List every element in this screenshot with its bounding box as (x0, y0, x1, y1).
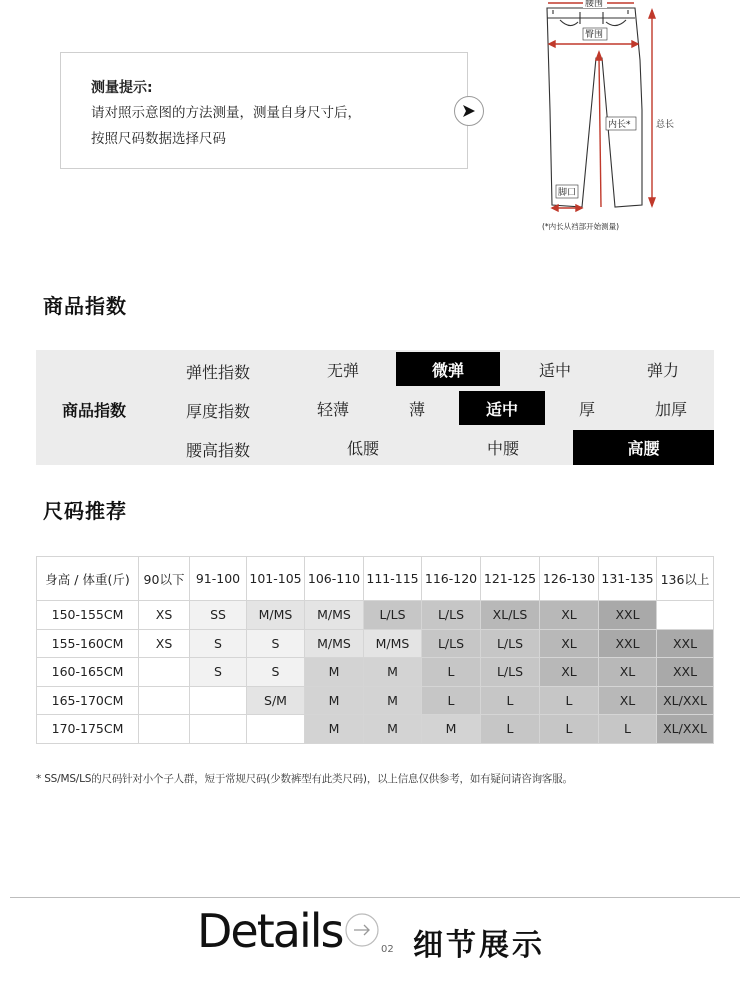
size-cell: L/LS (422, 601, 481, 630)
thickness-option-light: 轻薄 (316, 399, 349, 419)
waist-option-mid: 中腰 (486, 438, 519, 458)
thickness-option-thin: 薄 (408, 399, 425, 419)
size-cell: L (422, 686, 481, 715)
size-cell: XXL (599, 629, 657, 658)
size-cell (657, 601, 714, 630)
size-cell: L/LS (364, 601, 422, 630)
measure-tip-line-2: 按照尺码数据选择尺码 (91, 131, 226, 147)
table-row (37, 715, 714, 744)
table-row (37, 601, 714, 630)
diagram-waist-label: 腰围 (585, 0, 604, 9)
size-cell: XXL (657, 629, 714, 658)
diagram-note: (*内长从裆部开始测量) (542, 222, 620, 231)
header-cell: 126-130 (540, 557, 599, 601)
height-cell: 160-165CM (37, 658, 139, 687)
size-cell: L/LS (481, 658, 540, 687)
measure-tip-box (60, 52, 468, 169)
size-table (36, 556, 714, 744)
size-cell: S (247, 658, 305, 687)
header-cell: 身高 / 体重(斤) (37, 557, 139, 601)
size-table-header-row (37, 557, 714, 601)
diagram-length-label: 总长 (656, 120, 675, 130)
size-cell: M (364, 686, 422, 715)
header-cell: 121-125 (481, 557, 540, 601)
size-cell: L (599, 715, 657, 744)
size-cell: M (422, 715, 481, 744)
section-divider (10, 897, 740, 898)
table-row (37, 686, 714, 715)
header-cell: 116-120 (422, 557, 481, 601)
size-cell: XS (139, 601, 190, 630)
size-cell: L (422, 658, 481, 687)
size-footnote: * SS/MS/LS的尺码针对小个子人群，短于常规尺码(少数裤型有此类尺码)，以上信息仅供参考，如有疑问请咨询客服。 (36, 773, 573, 785)
size-cell: M/MS (364, 629, 422, 658)
details-cn-heading: 细节展示 (413, 928, 545, 963)
size-cell: XL (540, 601, 599, 630)
waist-option-low: 低腰 (346, 438, 379, 458)
size-cell: S/M (247, 686, 305, 715)
size-cell (190, 686, 247, 715)
details-number: 02 (381, 944, 394, 955)
product-index-panel (36, 350, 714, 465)
size-cell: XL/XXL (657, 715, 714, 744)
size-cell: XXL (599, 601, 657, 630)
height-cell: 165-170CM (37, 686, 139, 715)
size-cell: XXL (657, 658, 714, 687)
size-cell: XL (599, 686, 657, 715)
header-cell: 101-105 (247, 557, 305, 601)
size-cell: L/LS (422, 629, 481, 658)
pants-measure-diagram (530, 0, 680, 240)
measure-tip-title: 测量提示: (91, 80, 153, 96)
diagram-hem-label: 脚口 (558, 188, 577, 198)
height-cell: 155-160CM (37, 629, 139, 658)
product-index-title: 商品指数 (43, 294, 127, 318)
size-cell: M (305, 686, 364, 715)
waist-height-label: 腰高指数 (186, 441, 251, 460)
diagram-inseam-label: 内长* (608, 120, 631, 130)
size-cell: XL (540, 629, 599, 658)
header-cell: 131-135 (599, 557, 657, 601)
details-heading: Details (197, 904, 343, 958)
size-cell: M (364, 715, 422, 744)
size-cell: L/LS (481, 629, 540, 658)
size-cell: XL/XXL (657, 686, 714, 715)
thickness-option-medium: 适中 (459, 391, 545, 425)
arrow-right-button[interactable] (454, 96, 484, 126)
size-cell: L (481, 686, 540, 715)
size-cell (139, 658, 190, 687)
header-cell: 90以下 (139, 557, 190, 601)
elasticity-option-medium: 适中 (538, 360, 571, 380)
thickness-option-thick: 厚 (578, 399, 595, 419)
size-cell: M (305, 715, 364, 744)
size-cell: XL (599, 658, 657, 687)
size-cell: S (247, 629, 305, 658)
arrow-circle-icon (344, 912, 380, 948)
size-cell: XL/LS (481, 601, 540, 630)
product-index-side-label: 商品指数 (62, 401, 127, 420)
size-cell: XS (139, 629, 190, 658)
elasticity-option-slight: 微弹 (396, 352, 500, 386)
size-cell: S (190, 658, 247, 687)
size-cell: M (305, 658, 364, 687)
header-cell: 91-100 (190, 557, 247, 601)
header-cell: 106-110 (305, 557, 364, 601)
size-cell: M/MS (247, 601, 305, 630)
waist-option-high: 高腰 (573, 430, 714, 465)
elasticity-label: 弹性指数 (186, 363, 251, 382)
size-cell: XL (540, 658, 599, 687)
header-cell: 111-115 (364, 557, 422, 601)
height-cell: 150-155CM (37, 601, 139, 630)
size-cell (139, 715, 190, 744)
elasticity-option-none: 无弹 (326, 360, 359, 380)
diagram-hip-label: 臀围 (585, 30, 604, 40)
header-cell: 136以上 (657, 557, 714, 601)
size-cell: L (481, 715, 540, 744)
size-cell: M (364, 658, 422, 687)
size-recommend-title: 尺码推荐 (43, 499, 127, 523)
arrow-right-icon (461, 104, 477, 118)
size-cell: L (540, 715, 599, 744)
height-cell: 170-175CM (37, 715, 139, 744)
table-row (37, 629, 714, 658)
size-cell: M/MS (305, 601, 364, 630)
size-cell (139, 686, 190, 715)
thickness-option-extra-thick: 加厚 (654, 399, 687, 419)
size-cell (190, 715, 247, 744)
thickness-label: 厚度指数 (186, 402, 251, 421)
elasticity-option-stretch: 弹力 (646, 360, 679, 380)
measure-tip-line-1: 请对照示意图的方法测量，测量自身尺寸后， (91, 105, 361, 121)
size-cell: L (540, 686, 599, 715)
size-cell: S (190, 629, 247, 658)
table-row (37, 658, 714, 687)
size-cell (247, 715, 305, 744)
size-cell: SS (190, 601, 247, 630)
size-cell: M/MS (305, 629, 364, 658)
